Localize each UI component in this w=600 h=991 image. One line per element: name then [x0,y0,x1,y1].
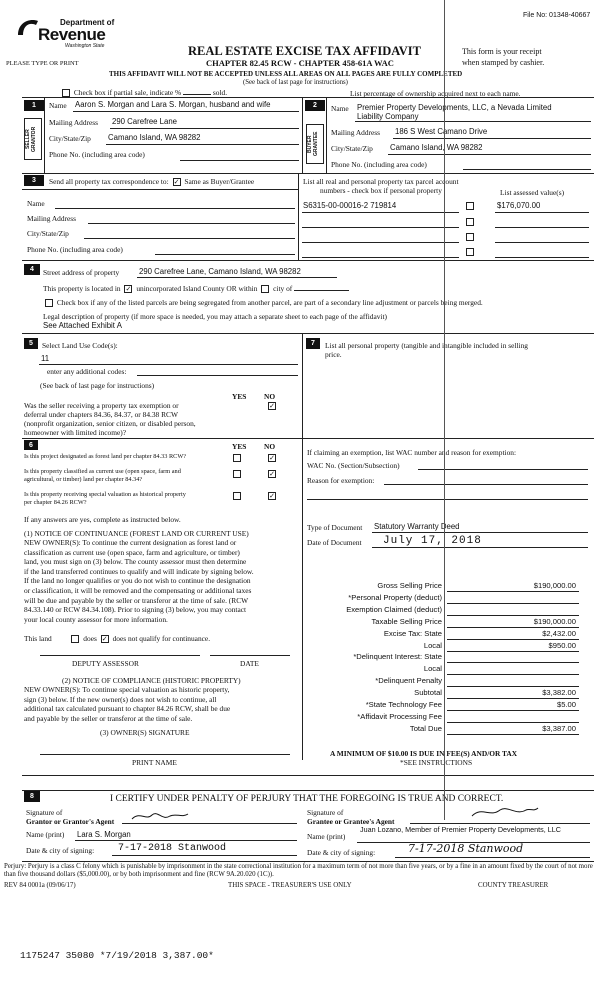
tax-row-label: *Delinquent Penalty [375,676,442,686]
land-use-field[interactable]: 11 [41,354,50,363]
dept-line1: Department of [60,18,115,27]
tax-row-label: Local [423,664,442,674]
located-label: This property is located in [43,284,121,293]
q6-no-header: NO [264,442,276,451]
buyer-name-field-2[interactable]: Liability Company [357,112,419,121]
tax-row-label: Gross Selling Price [377,581,442,590]
buyer-mailing-label: Mailing Address [331,128,381,137]
tax-mailing-label: Mailing Address [27,214,77,223]
exemption-q-line3: (nonprofit organization, senior citizen, or disabled person, [24,419,196,428]
if-yes-instructions: If any answers are yes, complete as instructed below. [24,515,181,524]
exemption-claim-label: If claiming an exemption, list WAC number and reason for exemption: [307,448,517,457]
tax-row-value[interactable]: $5.00 [556,700,576,709]
tax-row-value[interactable]: $2,432.00 [542,628,576,638]
city-of-checkbox[interactable] [261,285,269,293]
q5-yes-header: YES [232,392,247,401]
partial-pct-field[interactable] [183,94,211,95]
dept-logo-text: Revenue [38,25,106,44]
doc-type-label: Type of Document [307,523,363,532]
section-5-number: 5 [24,338,38,349]
see-instructions-note: *SEE INSTRUCTIONS [400,758,473,767]
section-1-number: 1 [24,100,44,111]
buyer-name-label: Name [331,104,349,113]
grantee-signature-label: Signature of [307,808,344,817]
city-of-label: city of [273,284,293,293]
grantee-name-print-label: Name (print) [307,832,346,841]
parcel-header-1: List all real and personal property tax parcel account [303,177,459,186]
send-correspondence-label: Send all property tax correspondence to: [49,177,169,186]
section-3-number: 3 [24,175,44,186]
tax-row-value[interactable]: $190,000.00 [533,616,576,626]
please-type: PLEASE TYPE OR PRINT [6,60,79,67]
receipt-note1: This form is your receipt [462,47,542,56]
street-address-field[interactable]: 290 Carefree Lane, Camano Island, WA 98282 [139,267,301,276]
print-name-label: PRINT NAME [132,758,177,767]
notice1-line: your local county assessor for more information. [24,614,168,624]
grantee-date-city-label: Date & city of signing: [307,848,376,857]
form-subtitle: CHAPTER 82.45 RCW - CHAPTER 458-61A WAC [206,58,394,68]
exemption-reason-label: Reason for exemption: [307,476,375,485]
tax-name-label: Name [27,199,45,208]
tax-row-label: Local [423,640,442,650]
does-qualify-checkbox[interactable] [71,635,79,643]
segregated-label: Check box if any of the listed parcels are being segregated from another parcel, are part of a secondary line adjustment or parcels being merged. [56,298,483,307]
seller-mailing-label: Mailing Address [49,118,99,127]
unincorporated-label: unincorporated Island County OR within [136,284,258,293]
treasurer-use-only: THIS SPACE - TREASURER'S USE ONLY [228,882,352,889]
dept-state: Washington State [65,43,105,49]
revenue-logo-icon [16,17,40,37]
grantor-date-field[interactable]: 7-17-2018 Stanwood [118,843,227,854]
city-of-field[interactable] [294,290,349,291]
notice2-title: (2) NOTICE OF COMPLIANCE (HISTORIC PROPERTY) [62,676,241,685]
does-not-label: does not qualify for continuance. [112,634,211,643]
parcel-header-2: numbers - check box if personal property [320,186,442,195]
seller-name-label: Name [49,101,67,110]
file-number: File No: 01348-40667 [523,12,591,19]
notice1-line: land, you must sign on (3) below. The county assessor must then determine [24,557,247,567]
tax-row-label: *Affidavit Processing Fee [357,711,442,721]
exemption-no-checkbox[interactable]: ✓ [269,402,275,410]
buyer-city-label: City/State/Zip [331,144,373,153]
same-as-buyer-checkbox[interactable]: ✓ [173,178,180,187]
tax-row-label: *State Technology Fee [365,700,442,709]
section-4-number: 4 [24,264,40,275]
tax-city-label: City/State/Zip [27,229,69,238]
seller-city-field[interactable]: Camano Island, WA 98282 [108,133,201,142]
notice1-line: or classification, it will be removed and the compensating or additional taxes [24,586,252,595]
this-land-label: This land [24,634,52,643]
seller-phone-label: Phone No. (including area code) [49,150,145,159]
notice1-line: 84.33.140 or RCW 84.34.108). Prior to signing (3) below, you may contact [24,605,247,615]
segregated-checkbox[interactable] [45,299,53,307]
current-use-no-checkbox[interactable]: ✓ [269,470,275,478]
sold-label: sold. [212,88,228,97]
notice1-line: NEW OWNER(S): To continue the current designation as forest land or [24,538,237,547]
tax-row-label: Excise Tax: State [383,628,442,638]
does-not-qualify-checkbox[interactable]: ✓ [101,635,108,644]
assessed-header: List assessed value(s) [500,188,565,197]
see-back: (See back of last page for instructions) [243,79,348,86]
legal-label: Legal description of property (if more space is needed, you may attach a separate sheet to each page of the affidavit) [43,312,387,321]
section-6-number: 6 [24,440,38,450]
parcel-1-personal-checkbox[interactable] [466,202,474,210]
grantee-agent-label: Grantee or Grantee's Agent [307,817,395,826]
current-use-yes-checkbox[interactable] [233,470,241,478]
receipt-note2: when stamped by cashier. [462,58,545,67]
q5-no-header: NO [264,392,276,401]
additional-codes-label: enter any additional codes: [47,367,127,376]
parcel-3-personal-checkbox[interactable] [466,233,474,241]
tax-phone-label: Phone No. (including area code) [27,245,123,254]
county-treasurer-label: COUNTY TREASURER [478,882,549,889]
grantee-signature[interactable] [470,804,540,822]
land-use-label: Select Land Use Code(s): [42,341,118,350]
buyer-phone-label: Phone No. (including area code) [331,160,427,169]
grantor-agent-label: Grantor or Grantor's Agent [26,817,115,826]
tax-row-value[interactable]: $3,382.00 [542,688,576,698]
located-row [43,284,349,293]
continuance-row [24,634,210,643]
tax-row-label: Exemption Claimed (deduct) [346,604,442,614]
notice2-line: and payable by the seller or transferor at the time of sale. [24,713,193,723]
same-as-buyer-label: Same as Buyer/Grantee [184,177,255,186]
seller-grantor-label: SELLER GRANTOR [24,118,42,160]
perjury-notice: Perjury: Perjury is a class C felony which is punishable by imprisonment in the state correctional institution for a maximum term of not more than five years, or by a fine in an amount fixed by the court of not more than five thousand dollars ($5,000.00), or by both imprisonment and fine (RCW 9A.20.020 (1C)). [4,863,593,878]
grantor-date-city-label: Date & city of signing: [26,846,95,855]
grantee-name-field[interactable]: Juan Lozano, Member of Premier Property Developments, LLC [360,825,561,834]
unincorporated-checkbox[interactable]: ✓ [125,285,132,294]
land-use-see-back: (See back of last page for instructions) [40,381,155,390]
doc-type-field[interactable]: Statutory Warranty Deed [374,522,460,531]
section-2-number: 2 [305,100,325,111]
tax-row-value[interactable]: $190,000.00 [533,581,576,590]
list-pct-note: List percentage of ownership acquired next to each name. [350,89,521,98]
tax-row-label: Taxable Selling Price [371,616,442,626]
parcel-2-personal-checkbox[interactable] [466,218,474,226]
buyer-name-field[interactable]: Premier Property Developments, LLC, a Nevada Limited [357,103,552,112]
historic-no-checkbox[interactable]: ✓ [269,492,275,500]
notice2-line: NEW OWNER(S): To continue special valuation as historic property, [24,685,230,694]
grantor-name-field[interactable]: Lara S. Morgan [77,830,131,839]
current-use-question-1: Is this property classified as current use (open space, farm and [24,468,181,475]
notice1-line: If the land no longer qualifies or you do not wish to continue the designation [24,576,251,586]
notice2-line: additional tax calculated pursuant to chapter 84.26 RCW, shall be due [24,704,231,714]
parcel-number-field[interactable]: S6315-00-00016-2 719814 [303,201,397,210]
tax-row-label: Total Due [409,723,442,733]
tax-row-value[interactable]: $3,387.00 [542,723,576,733]
notice1-title: (1) NOTICE OF CONTINUANCE (FOREST LAND OR CURRENT USE) [24,529,249,538]
personal-property-label-2: price. [325,350,342,359]
buyer-city-field[interactable]: Camano Island, WA 98282 [390,143,483,152]
form-revision: REV 84 0001a (09/06/17) [4,882,76,889]
cashier-receipt-stamp: 1175247 35080 *7/19/2018 3,387.00* [20,950,214,961]
historic-question-2: per chapter 84.26 RCW? [24,499,87,506]
grantor-signature-label: Signature of [26,808,63,817]
partial-sale-label: Check box if partial sale, indicate % [73,88,182,97]
deputy-assessor-label: DEPUTY ASSESSOR [72,659,139,668]
form-title: REAL ESTATE EXCISE TAX AFFIDAVIT [188,44,421,58]
partial-sale-row [60,88,227,97]
assessed-value-field[interactable]: $176,070.00 [497,201,541,210]
historic-yes-checkbox[interactable] [233,492,241,500]
owner-signature-label: (3) OWNER(S) SIGNATURE [100,728,190,737]
grantee-signature-mark [470,804,540,820]
grantor-signature-mark [130,809,190,823]
tax-row-label: *Delinquent Interest: State [353,652,442,662]
tax-row-label: Subtotal [414,688,442,698]
seller-mailing-field[interactable]: 290 Carefree Lane [112,117,178,126]
doc-date-field[interactable]: July 17, 2018 [383,535,482,547]
notice1-line: classification as current use (open space, farm and agriculture, or timber) [24,547,240,557]
notice2-line: sign (3) below. If the new owner(s) does not wish to continue, all [24,694,217,704]
q6-yes-header: YES [232,442,247,451]
street-label: Street address of property [43,268,120,277]
minimum-fee-note: A MINIMUM OF $10.00 IS DUE IN FEE(S) AND/OR TAX [330,749,518,758]
section-8-number: 8 [24,791,40,802]
exemption-q-line4: homeowner with limited income)? [24,428,127,437]
historic-question-1: Is this property receiving special valuation as historical property [24,491,186,498]
wac-number-label: WAC No. (Section/Subsection) [307,461,400,470]
grantee-date-field[interactable]: 7-17-2018 Stanwood [408,842,524,855]
buyer-mailing-field[interactable]: 186 S West Camano Drive [395,127,488,136]
notice1-line: if the land transferred continues to qualify and will indicate by signing below. [24,566,254,576]
warning-text: THIS AFFIDAVIT WILL NOT BE ACCEPTED UNLESS ALL AREAS ON ALL PAGES ARE FULLY COMPLETED [109,70,463,78]
section-7-number: 7 [306,338,320,349]
parcel-4-personal-checkbox[interactable] [466,248,474,256]
seller-city-label: City/State/Zip [49,134,91,143]
notice1-line: will be due and payable by the seller or transferor at the time of sale. (RCW [24,595,249,605]
forest-land-question: Is this project designated as forest land per chapter 84.33 RCW? [24,453,187,460]
tax-row-label: *Personal Property (deduct) [348,592,442,602]
legal-description-field[interactable]: See Attached Exhibit A [43,321,122,330]
exemption-q-line2: deferral under chapters 84.36, 84.37, or 84.38 RCW [24,410,178,419]
tax-row-value[interactable]: $950.00 [548,640,576,650]
doc-date-label: Date of Document [307,538,362,547]
current-use-question-2: agricultural, or timber) land per chapter 84.34? [24,476,143,483]
seller-name-field[interactable]: Aaron S. Morgan and Lara S. Morgan, husband and wife [75,100,271,109]
forest-yes-checkbox[interactable] [233,454,241,462]
grantor-name-print-label: Name (print) [26,830,65,839]
exemption-q-line1: Was the seller receiving a property tax exemption or [24,401,179,410]
certify-statement: I CERTIFY UNDER PENALTY OF PERJURY THAT THE FOREGOING IS TRUE AND CORRECT. [110,794,504,804]
personal-property-label-1: List all personal property (tangible and intangible included in selling [325,341,528,350]
deputy-date-label: DATE [240,659,259,668]
buyer-grantee-label: BUYER GRANTEE [306,124,324,164]
segregated-row [43,298,483,307]
send-correspondence-row [49,177,254,186]
does-label: does [83,634,97,643]
forest-no-checkbox[interactable]: ✓ [269,454,275,462]
